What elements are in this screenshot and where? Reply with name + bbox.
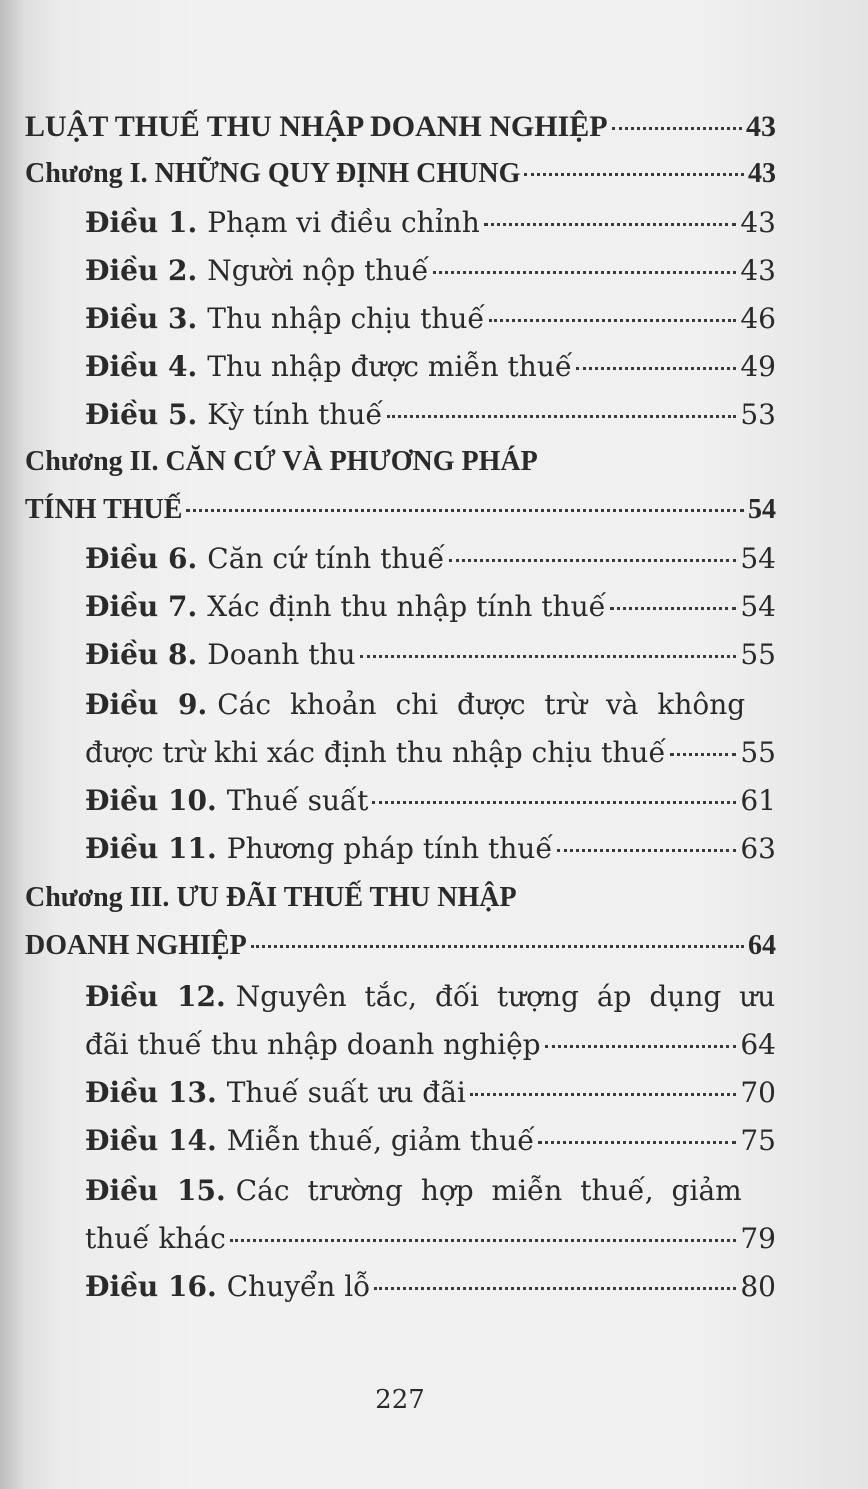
dot-leader xyxy=(557,849,737,852)
entry-page-number: 43 xyxy=(746,110,776,143)
dot-leader xyxy=(186,509,744,512)
dot-leader xyxy=(576,367,736,370)
article-number: Điều 16. xyxy=(85,1270,217,1303)
dot-leader xyxy=(251,945,744,948)
toc-entry-article-7[interactable] xyxy=(85,590,776,638)
entry-title: Nguyên tắc, đối tượng áp dụng ưu xyxy=(235,980,776,1013)
toc-entry-chapter-2[interactable] xyxy=(25,446,776,494)
entry-title: Miễn thuế, giảm thuế xyxy=(226,1124,535,1157)
toc-entry-article-12-cont[interactable] xyxy=(85,1028,776,1076)
entry-title: Các khoản chi được trừ và không xyxy=(217,688,746,721)
entry-title: thuế khác xyxy=(85,1222,226,1255)
dot-leader xyxy=(374,1287,736,1290)
toc-entry-article-9[interactable] xyxy=(85,688,776,736)
entry-page-number: 64 xyxy=(748,930,776,961)
article-number: Điều 14. xyxy=(85,1124,217,1157)
toc-entry-article-4[interactable] xyxy=(85,350,776,398)
toc-entry-article-12[interactable] xyxy=(85,980,776,1028)
toc-entry-article-13[interactable] xyxy=(85,1076,776,1124)
entry-title: TÍNH THUẾ xyxy=(25,494,183,525)
entry-page-number: 53 xyxy=(740,398,776,431)
dot-leader xyxy=(610,607,737,610)
dot-leader xyxy=(484,223,737,226)
dot-leader xyxy=(489,319,737,322)
entry-title: Chuyển lỗ xyxy=(226,1270,371,1303)
entry-title: Phạm vi điều chỉnh xyxy=(207,206,480,239)
entry-page-number: 70 xyxy=(740,1076,776,1109)
article-number: Điều 7. xyxy=(85,590,198,623)
toc-entry-chapter-1[interactable] xyxy=(25,158,776,206)
article-number: Điều 4. xyxy=(85,350,198,383)
dot-leader xyxy=(524,173,744,176)
toc-entry-article-1[interactable] xyxy=(85,206,776,254)
entry-page-number: 54 xyxy=(740,542,776,575)
entry-page-number: 63 xyxy=(740,832,776,865)
dot-leader xyxy=(449,559,737,562)
entry-page-number: 64 xyxy=(740,1028,776,1061)
article-number: Điều 12. xyxy=(85,980,226,1013)
toc-entry-article-15[interactable] xyxy=(85,1174,776,1222)
dot-leader xyxy=(372,801,736,804)
entry-page-number: 55 xyxy=(740,736,776,769)
entry-page-number: 54 xyxy=(748,494,776,525)
article-number: Điều 1. xyxy=(85,206,198,239)
article-number: Điều 10. xyxy=(85,784,217,817)
entry-title: Xác định thu nhập tính thuế xyxy=(207,590,606,623)
page-number: 227 xyxy=(375,1385,425,1415)
entry-title: Các trường hợp miễn thuế, giảm xyxy=(235,1174,742,1207)
dot-leader xyxy=(230,1239,737,1242)
entry-page-number: 79 xyxy=(740,1222,776,1255)
entry-title: đãi thuế thu nhập doanh nghiệp xyxy=(85,1028,541,1061)
toc-entry-article-5[interactable] xyxy=(85,398,776,446)
toc-entry-article-10[interactable] xyxy=(85,784,776,832)
entry-title: Kỳ tính thuế xyxy=(207,398,383,431)
entry-title: Thuế suất ưu đãi xyxy=(226,1076,466,1109)
article-number: Điều 9. xyxy=(85,688,208,721)
article-number: Điều 15. xyxy=(85,1174,226,1207)
entry-title: Căn cứ tính thuế xyxy=(207,542,445,575)
entry-page-number: 75 xyxy=(740,1124,776,1157)
entry-title: Chương I. NHỮNG QUY ĐỊNH CHUNG xyxy=(25,158,521,189)
entry-page-number: 61 xyxy=(740,784,776,817)
dot-leader xyxy=(387,415,737,418)
toc-entry-article-16[interactable] xyxy=(85,1270,776,1318)
article-number: Điều 6. xyxy=(85,542,198,575)
article-number: Điều 5. xyxy=(85,398,198,431)
toc-entry-article-8[interactable] xyxy=(85,638,776,686)
toc-entry-law-title[interactable] xyxy=(25,110,776,158)
dot-leader xyxy=(433,271,737,274)
entry-title: Thu nhập được miễn thuế xyxy=(207,350,573,383)
entry-page-number: 46 xyxy=(740,302,776,335)
toc-entry-article-2[interactable] xyxy=(85,254,776,302)
dot-leader xyxy=(612,127,742,130)
article-number: Điều 2. xyxy=(85,254,198,287)
entry-title: Người nộp thuế xyxy=(207,254,429,287)
toc-entry-article-14[interactable] xyxy=(85,1124,776,1172)
dot-leader xyxy=(545,1045,737,1048)
article-number: Điều 8. xyxy=(85,638,198,671)
article-number: Điều 11. xyxy=(85,832,217,865)
entry-page-number: 49 xyxy=(740,350,776,383)
toc-entry-chapter-3[interactable] xyxy=(25,882,776,930)
toc-entry-chapter-2-cont[interactable] xyxy=(25,494,776,542)
entry-title: LUẬT THUẾ THU NHẬP DOANH NGHIỆP xyxy=(25,110,608,143)
toc-entry-article-11[interactable] xyxy=(85,832,776,880)
dot-leader xyxy=(538,1141,736,1144)
entry-title: DOANH NGHIỆP xyxy=(25,930,247,961)
entry-page-number: 43 xyxy=(740,254,776,287)
toc-entry-article-6[interactable] xyxy=(85,542,776,590)
toc-entry-article-15-cont[interactable] xyxy=(85,1222,776,1270)
entry-page-number: 80 xyxy=(740,1270,776,1303)
entry-title: Thu nhập chịu thuế xyxy=(207,302,485,335)
entry-page-number: 55 xyxy=(740,638,776,671)
entry-page-number: 43 xyxy=(740,206,776,239)
entry-title: được trừ khi xác định thu nhập chịu thuế xyxy=(85,736,666,769)
toc-entry-chapter-3-cont[interactable] xyxy=(25,930,776,978)
toc-entry-article-9-cont[interactable] xyxy=(85,736,776,784)
entry-page-number: 54 xyxy=(740,590,776,623)
toc-entry-article-3[interactable] xyxy=(85,302,776,350)
dot-leader xyxy=(360,655,737,658)
entry-title: Thuế suất xyxy=(226,784,369,817)
entry-page-number: 43 xyxy=(748,158,776,189)
entry-title: Doanh thu xyxy=(207,638,356,671)
entry-title: Chương III. ƯU ĐÃI THUẾ THU NHẬP xyxy=(25,882,517,913)
dot-leader xyxy=(670,753,737,756)
entry-title: Phương pháp tính thuế xyxy=(226,832,553,865)
dot-leader xyxy=(470,1093,736,1096)
article-number: Điều 3. xyxy=(85,302,198,335)
entry-title: Chương II. CĂN CỨ VÀ PHƯƠNG PHÁP xyxy=(25,446,538,477)
article-number: Điều 13. xyxy=(85,1076,217,1109)
